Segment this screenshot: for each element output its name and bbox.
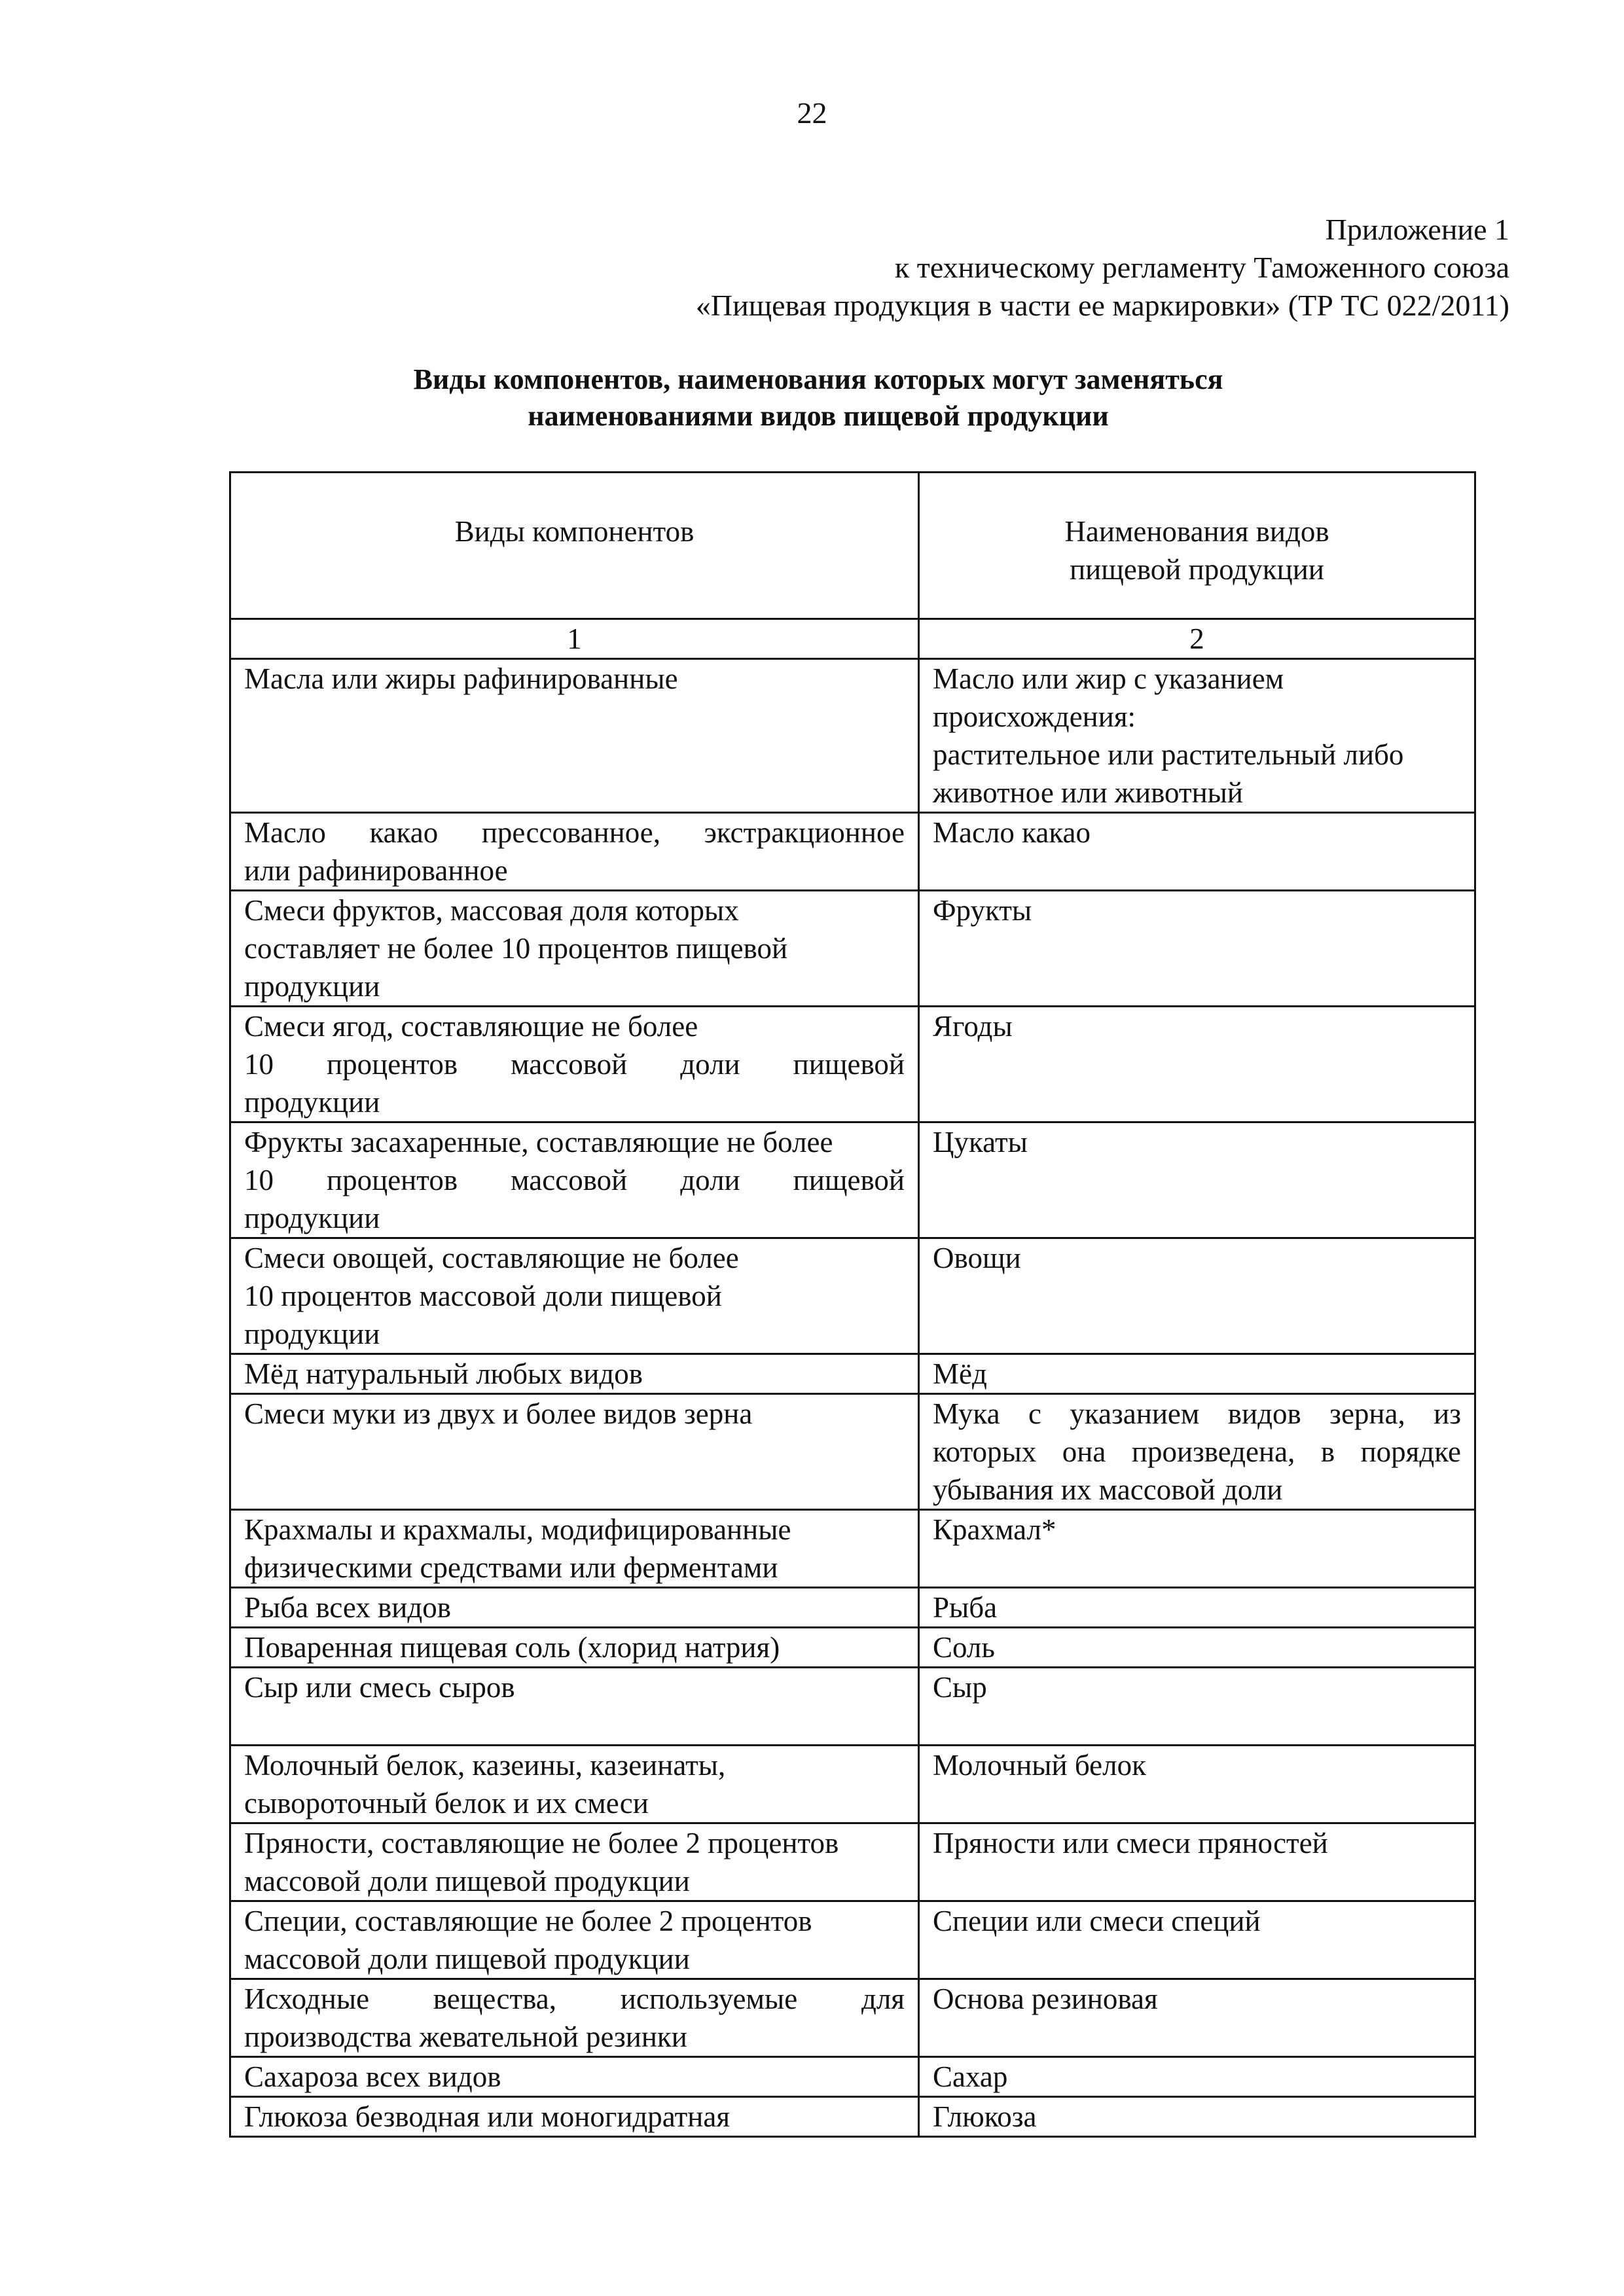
appendix-line: к техническому регламенту Таможенного союза (894, 251, 1509, 284)
component-line: Смеси муки из двух и более видов зерна (244, 1397, 753, 1430)
table-row (230, 1979, 1475, 2057)
product-name-cell (919, 659, 1475, 813)
product-name-cell (919, 1746, 1475, 1823)
component-line: или рафинированное (244, 854, 508, 887)
table-row (230, 1354, 1475, 1394)
table-row (230, 1901, 1475, 1979)
product-name-line: Сахар (933, 2060, 1008, 2093)
table-row (230, 1122, 1475, 1238)
product-name-line: животное или животный (933, 776, 1243, 809)
product-name-line: Масло или жир с указанием (933, 662, 1284, 695)
product-name-cell (919, 1354, 1475, 1394)
product-name-line: происхождения: (933, 700, 1136, 733)
component-line: Мёд натуральный любых видов (244, 1357, 643, 1390)
appendix-line: «Пищевая продукция в части ее маркировки» (ТР ТС 022/2011) (695, 289, 1509, 322)
title-line: наименованиями видов пищевой продукции (528, 400, 1109, 432)
component-line: продукции (244, 1202, 380, 1234)
product-name-line: Ягоды (933, 1010, 1013, 1043)
title-line: Виды компонентов, наименования которых могут заменяться (413, 363, 1223, 395)
table-row (230, 1628, 1475, 1668)
component-line: массовой доли пищевой продукции (244, 1865, 690, 1897)
table-row (230, 2097, 1475, 2137)
component-cell (230, 1238, 919, 1354)
component-line: продукции (244, 1086, 380, 1119)
product-name-line: Молочный белок (933, 1749, 1146, 1782)
product-name-cell (919, 2097, 1475, 2137)
component-line: производства жевательной резинки (244, 2020, 687, 2053)
product-name-line: Мука с указанием видов зерна, из (933, 1397, 1461, 1430)
product-name-line: Цукаты (933, 1126, 1028, 1158)
component-line: сывороточный белок и их смеси (244, 1787, 649, 1820)
component-cell (230, 1122, 919, 1238)
component-line: массовой доли пищевой продукции (244, 1943, 690, 1975)
table-row (230, 813, 1475, 891)
component-cell (230, 1394, 919, 1510)
product-name-line: Масло какао (933, 816, 1091, 849)
component-cell (230, 1007, 919, 1122)
appendix-reference (696, 211, 1509, 325)
table-row (230, 1007, 1475, 1122)
product-name-cell (919, 1238, 1475, 1354)
component-line: Крахмалы и крахмалы, модифицированные (244, 1513, 791, 1546)
component-line: Масло какао прессованное, экстракционное (244, 816, 905, 849)
component-cell (230, 1746, 919, 1823)
table-row (230, 891, 1475, 1007)
table-row (230, 1510, 1475, 1588)
component-line: Поваренная пищевая соль (хлорид натрия) (244, 1631, 780, 1664)
product-name-cell (919, 1588, 1475, 1628)
product-name-cell (919, 891, 1475, 1007)
product-name-line: Фрукты (933, 894, 1032, 927)
product-name-line: Сыр (933, 1671, 987, 1704)
component-cell (230, 1823, 919, 1901)
component-line: Исходные вещества, используемые для (244, 1982, 905, 2015)
component-line: Сыр или смесь сыров (244, 1671, 515, 1704)
product-name-cell (919, 1668, 1475, 1746)
product-name-cell (919, 1007, 1475, 1122)
table-row (230, 1746, 1475, 1823)
component-line: 10 процентов массовой доли пищевой (244, 1164, 905, 1196)
component-line: составляет не более 10 процентов пищевой (244, 932, 788, 965)
component-line: 10 процентов массовой доли пищевой (244, 1280, 722, 1312)
appendix-line: Приложение 1 (1325, 213, 1509, 246)
component-cell (230, 1901, 919, 1979)
header-product-names (919, 473, 1475, 619)
table-row (230, 659, 1475, 813)
product-name-line: Мёд (933, 1357, 987, 1390)
document-title (229, 361, 1407, 435)
table-row (230, 1823, 1475, 1901)
column-number-row (230, 619, 1475, 659)
component-cell (230, 1510, 919, 1588)
product-name-cell (919, 1901, 1475, 1979)
component-line: Сахароза всех видов (244, 2060, 501, 2093)
component-line: Рыба всех видов (244, 1591, 451, 1624)
header-components: Виды компонентов (230, 473, 919, 619)
header-line: Наименования видов (1064, 515, 1329, 548)
component-cell (230, 1668, 919, 1746)
component-cell (230, 891, 919, 1007)
component-line: Масла или жиры рафинированные (244, 662, 678, 695)
component-line: Глюкоза безводная или моногидратная (244, 2100, 731, 2133)
product-name-line: Овощи (933, 1242, 1021, 1274)
component-line: продукции (244, 970, 380, 1003)
product-name-cell (919, 2057, 1475, 2097)
product-name-cell (919, 1122, 1475, 1238)
component-cell (230, 813, 919, 891)
component-cell (230, 1628, 919, 1668)
component-line: Пряности, составляющие не более 2 процентов (244, 1827, 839, 1859)
component-line: Смеси фруктов, массовая доля которых (244, 894, 739, 927)
table-row (230, 1394, 1475, 1510)
product-name-line: Основа резиновая (933, 1982, 1158, 2015)
components-table (229, 471, 1476, 2138)
table-header-row (230, 473, 1475, 619)
component-line: Специи, составляющие не более 2 процентов (244, 1905, 812, 1937)
product-name-line: Соль (933, 1631, 995, 1664)
product-name-line: растительное или растительный либо (933, 738, 1404, 771)
product-name-line: Специи или смеси специй (933, 1905, 1261, 1937)
component-line: Смеси ягод, составляющие не более (244, 1010, 698, 1043)
component-line: физическими средствами или ферментами (244, 1551, 778, 1584)
component-cell (230, 1588, 919, 1628)
column-number: 2 (919, 619, 1475, 659)
table-row (230, 1238, 1475, 1354)
component-cell (230, 2057, 919, 2097)
component-cell (230, 1979, 919, 2057)
table-row (230, 1668, 1475, 1746)
product-name-line: убывания их массовой доли (933, 1473, 1283, 1506)
table-row (230, 2057, 1475, 2097)
product-name-line: Глюкоза (933, 2100, 1037, 2133)
product-name-line: Рыба (933, 1591, 998, 1624)
component-line: продукции (244, 1318, 380, 1350)
header-line: пищевой продукции (1070, 553, 1324, 586)
product-name-line: которых она произведена, в порядке (933, 1435, 1461, 1468)
product-name-cell (919, 1510, 1475, 1588)
product-name-cell (919, 1394, 1475, 1510)
table-row (230, 1588, 1475, 1628)
component-cell (230, 2097, 919, 2137)
product-name-line: Крахмал* (933, 1513, 1056, 1546)
product-name-cell (919, 1628, 1475, 1668)
component-line: Молочный белок, казеины, казеинаты, (244, 1749, 726, 1782)
product-name-cell (919, 813, 1475, 891)
component-line: 10 процентов массовой доли пищевой (244, 1048, 905, 1081)
product-name-cell (919, 1823, 1475, 1901)
component-cell (230, 659, 919, 813)
component-line: Фрукты засахаренные, составляющие не более (244, 1126, 833, 1158)
product-name-line: Пряности или смеси пряностей (933, 1827, 1328, 1859)
component-line: Смеси овощей, составляющие не более (244, 1242, 739, 1274)
page-number: 22 (797, 96, 827, 130)
component-cell (230, 1354, 919, 1394)
product-name-cell (919, 1979, 1475, 2057)
column-number: 1 (230, 619, 919, 659)
